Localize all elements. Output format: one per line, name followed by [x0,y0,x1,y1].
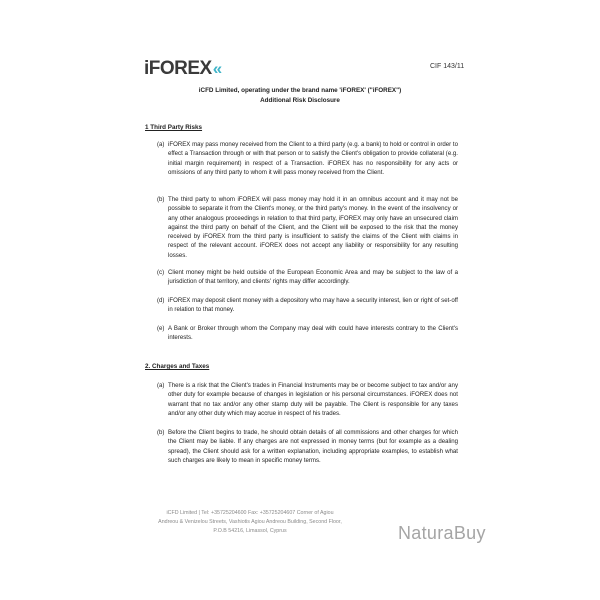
footer-line: iCFD Limited | Tel: +35725204600 Fax: +35725204607 Corner of Agiou [166,510,334,516]
list-item [157,296,458,315]
item-label: (e) [157,325,165,332]
item-text: A Bank or Broker through whom the Company may deal with could have interests contrary to the Client's interests. [168,325,458,342]
watermark: NaturaBuy [398,523,486,543]
item-text: There is a risk that the Client's trades in Financial Instruments may be or become subject to tax and/or any other duty for example because of changes in legislation or his personal circumstances. iFOREX does not warrant that no tax and/or any other stamp duty will be payable. The Client is responsible for any taxes and/or any other duty which may accrue in respect of his trades. [168,382,458,417]
list-item [157,140,458,177]
item-label: (b) [157,429,165,436]
item-label: (a) [157,382,165,389]
document-title [0,86,600,105]
document-reference: CIF 143/11 [430,63,465,70]
item-label: (d) [157,297,165,304]
item-text: iFOREX may deposit client money with a depository who may have a security interest, lien or right of set-off in relation to that money. [168,297,458,314]
logo-chevron-icon: « [212,59,218,78]
section-heading: 1 Third Party Risks [145,124,203,131]
item-text: The third party to whom iFOREX will pass money may hold it in an omnibus account and it may not be possible to separate it from the Client's money, or the third party's money. In the event of the insolvency or any other analogous proceedings in relation to that third party, iFOREX may only have an unsecured claim against the third party on behalf of the Client, and the Client will be exposed to the risk that the money received by iFOREX from the third party is insufficient to satisfy the claims of the Client with claims in respect of the relevant account. iFOREX does not accept any liability or responsibility for any resulting losses. [168,196,458,259]
list-item [157,381,458,418]
list-item [157,428,458,465]
item-text: Before the Client begins to trade, he should obtain details of all commissions and other charges for which the Client may be liable. If any charges are not expressed in money terms (but for example as a dealing spread), the Client should ask for a written explanation, including appropriate examples, to establish what such charges are likely to mean in specific money terms. [168,429,458,464]
item-text: iFOREX may pass money received from the Client to a third party (e.g. a bank) to hold or control in order to effect a Transaction through or with that person or to satisfy the Client's obligation to provide collateral (e.g. initial margin requirement) in respect of a Transaction. iFOREX has no responsibility for any acts or omissions of any third party to whom it will pass money received from the Client. [168,141,458,176]
list-item [157,324,458,343]
footer-line: Andreou & Venizelou Streets, Vashiotis Agiou Andreou Building, Second Floor, [158,519,342,526]
logo-text: iFOREX [144,58,212,79]
section-heading: 2. Charges and Taxes [145,363,210,370]
footer-address [150,509,350,537]
item-label: (a) [157,141,165,148]
list-item [157,268,458,287]
item-label: (c) [157,269,165,276]
footer-line: P.O.B 54216, Limassol, Cyprus [213,528,287,535]
item-label: (b) [157,196,165,203]
list-item [157,195,458,260]
iforex-logo [144,58,217,80]
title-line-1: iCFD Limited, operating under the brand name 'iFOREX' ("iFOREX") [198,87,402,94]
title-line-2: Additional Risk Disclosure [260,96,340,104]
item-text: Client money might be held outside of the European Economic Area and may be subject to the law of a jurisdiction of that territory, and clients' rights may differ accordingly. [168,269,458,286]
